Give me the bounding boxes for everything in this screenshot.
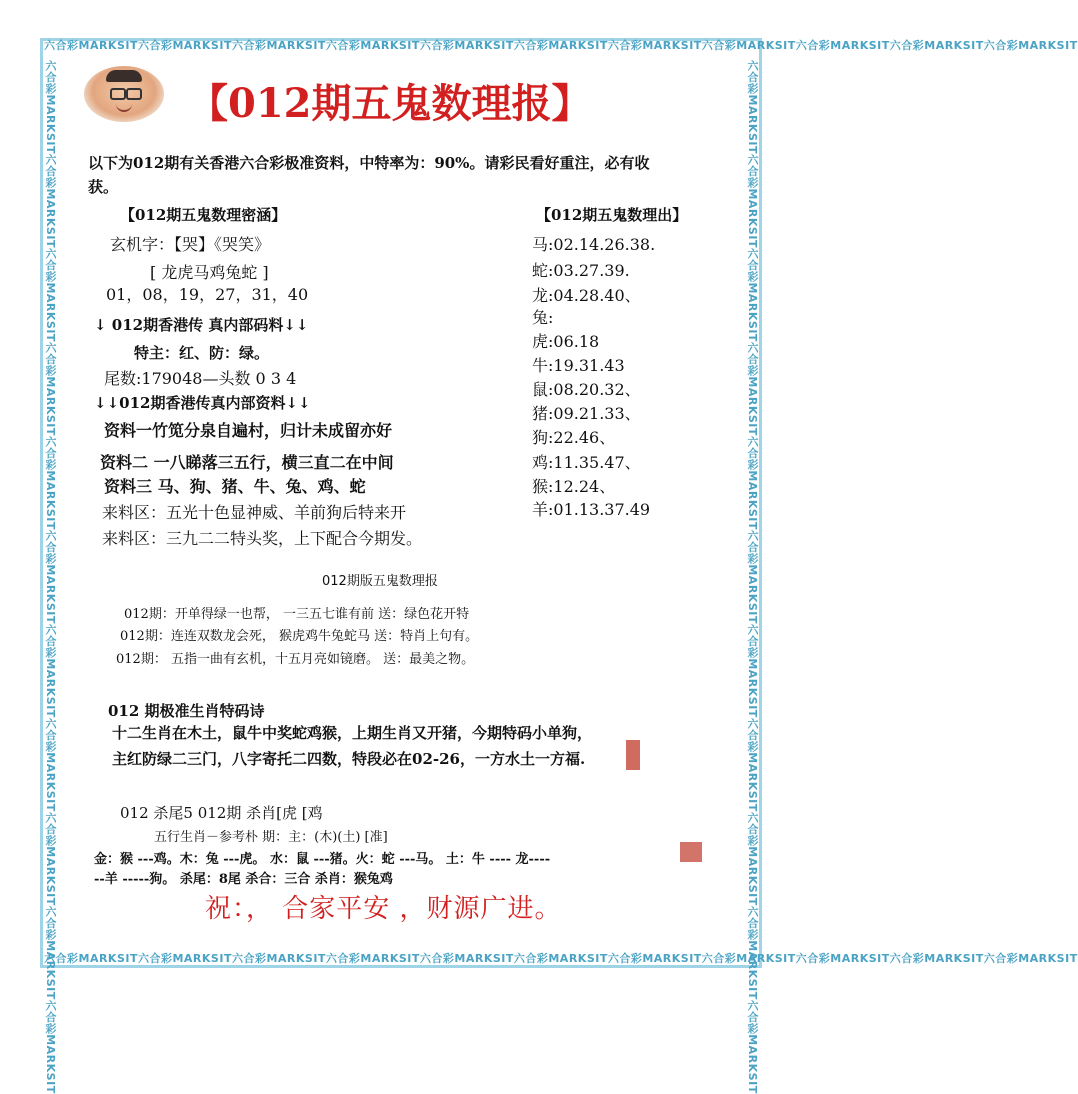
edition-heading: 012期版五鬼数理报 [322, 574, 438, 589]
list-item: 猴:12.24、 [532, 477, 616, 496]
red-seal-stamp [680, 842, 702, 862]
left-heading: 【012期五鬼数理密涵】 [120, 206, 287, 224]
number-list: 01，08，19，27，31，40 [106, 285, 309, 304]
edition-line-3: 012期： 五指一曲有玄机，十五月亮如镜磨。 送：最美之物。 [116, 652, 475, 667]
intro-line-2: 获。 [88, 178, 119, 196]
edition-line-1: 012期：开单得绿一也帮， 一三五七谁有前 送：绿色花开特 [124, 607, 470, 622]
right-heading: 【012期五鬼数理出】 [536, 206, 688, 224]
list-item: 鼠:08.20.32、 [532, 380, 641, 399]
list-item: 虎:06.18 [532, 332, 600, 351]
list-item: 狗:22.46、 [532, 428, 616, 447]
laiyu-1: 来料区：五光十色显神威、羊前狗后特来开 [102, 503, 407, 522]
border-band-left: 六合彩MARKSIT六合彩MARKSIT六合彩MARKSIT六合彩MARKSIT六合彩MARKSIT六合彩MARKSIT六合彩MARKSIT六合彩MARKSIT六合彩MARKSIT六合彩MARKSIT六合彩MARKSIT [44, 60, 57, 1094]
ziliao-1: 资料一竹笕分泉自遍村，归计未成留亦好 [104, 421, 393, 440]
list-item: 龙:04.28.40、 [532, 286, 641, 305]
list-item: 鸡:11.35.47、 [532, 453, 641, 472]
list-item: 蛇:03.27.39. [532, 261, 630, 280]
kill-line: 012 杀尾5 012期 杀肖[虎 [鸡 [120, 804, 323, 822]
ziliao-2: 资料二 一八睇落三五行，横三直二在中间 [100, 453, 394, 472]
list-item: 马:02.14.26.38. [532, 235, 656, 254]
hk-inside-heading-1: ↓ 012期香港传 真内部码料↓↓ [94, 316, 309, 334]
zodiac-set: [ 龙虎马鸡兔蛇 ] [150, 263, 269, 282]
poem-heading: 012 期极准生肖特码诗 [108, 702, 265, 720]
list-item: 猪:09.21.33、 [532, 404, 641, 423]
intro-line-1: 以下为012期有关香港六合彩极准资料，中特率为：90%。请彩民看好重注，必有收 [88, 154, 650, 172]
wuxing-line: 五行生肖－参考朴 期：主：(木)(土) [准] [154, 830, 388, 845]
hk-inside-heading-2: ↓↓012期香港传真内部资料↓↓ [94, 394, 311, 412]
blessing-line: 祝：， 合家平安 ，财源广进。 [205, 894, 562, 924]
edition-line-2: 012期：连连双数龙会死， 猴虎鸡牛兔蛇马 送：特肖上句有。 [120, 629, 479, 644]
list-item: 牛:19.31.43 [532, 356, 625, 375]
poem-line-1: 十二生肖在木土，鼠牛中奖蛇鸡猴，上期生肖又开猪，今期特码小单狗， [112, 724, 593, 742]
laiyu-2: 来料区：三九二二特头奖，上下配合今期发。 [102, 529, 423, 548]
list-item: 羊:01.13.37.49 [532, 500, 651, 519]
red-seal-stamp [626, 740, 640, 770]
tail-numbers: 尾数:179048—头数 0 3 4 [104, 369, 297, 388]
xuanji-line: 玄机字：【哭】《哭笑》 [110, 235, 271, 254]
elements-line-2: --羊 -----狗。 杀尾：8尾 杀合：三合 杀肖：猴兔鸡 [94, 872, 393, 887]
border-band-right: 六合彩MARKSIT六合彩MARKSIT六合彩MARKSIT六合彩MARKSIT六合彩MARKSIT六合彩MARKSIT六合彩MARKSIT六合彩MARKSIT六合彩MARKSIT六合彩MARKSIT六合彩MARKSIT [746, 60, 759, 1094]
list-item: 兔: [532, 308, 554, 327]
border-band-top: 六合彩MARKSIT六合彩MARKSIT六合彩MARKSIT六合彩MARKSIT六合彩MARKSIT六合彩MARKSIT六合彩MARKSIT六合彩MARKSIT六合彩MARKSIT六合彩MARKSIT六合彩MARKSIT [44, 39, 1078, 52]
ziliao-3: 资料三 马、狗、猪、牛、兔、鸡、蛇 [104, 477, 366, 496]
portrait-avatar [84, 66, 164, 122]
border-band-bottom: 六合彩MARKSIT六合彩MARKSIT六合彩MARKSIT六合彩MARKSIT六合彩MARKSIT六合彩MARKSIT六合彩MARKSIT六合彩MARKSIT六合彩MARKSIT六合彩MARKSIT六合彩MARKSIT [44, 952, 1078, 965]
page-title: 【012期五鬼数理报】 [188, 80, 592, 127]
poem-line-2: 主红防绿二三门，八字寄托二四数，特段必在02-26，一方水土一方福. [112, 750, 586, 768]
special-main: 特主：红、防：绿。 [134, 344, 270, 362]
elements-line-1: 金：猴 ---鸡。木：兔 ---虎。 水：鼠 ---猪。火：蛇 ---马。 土：牛 ---- 龙---- [94, 852, 551, 867]
